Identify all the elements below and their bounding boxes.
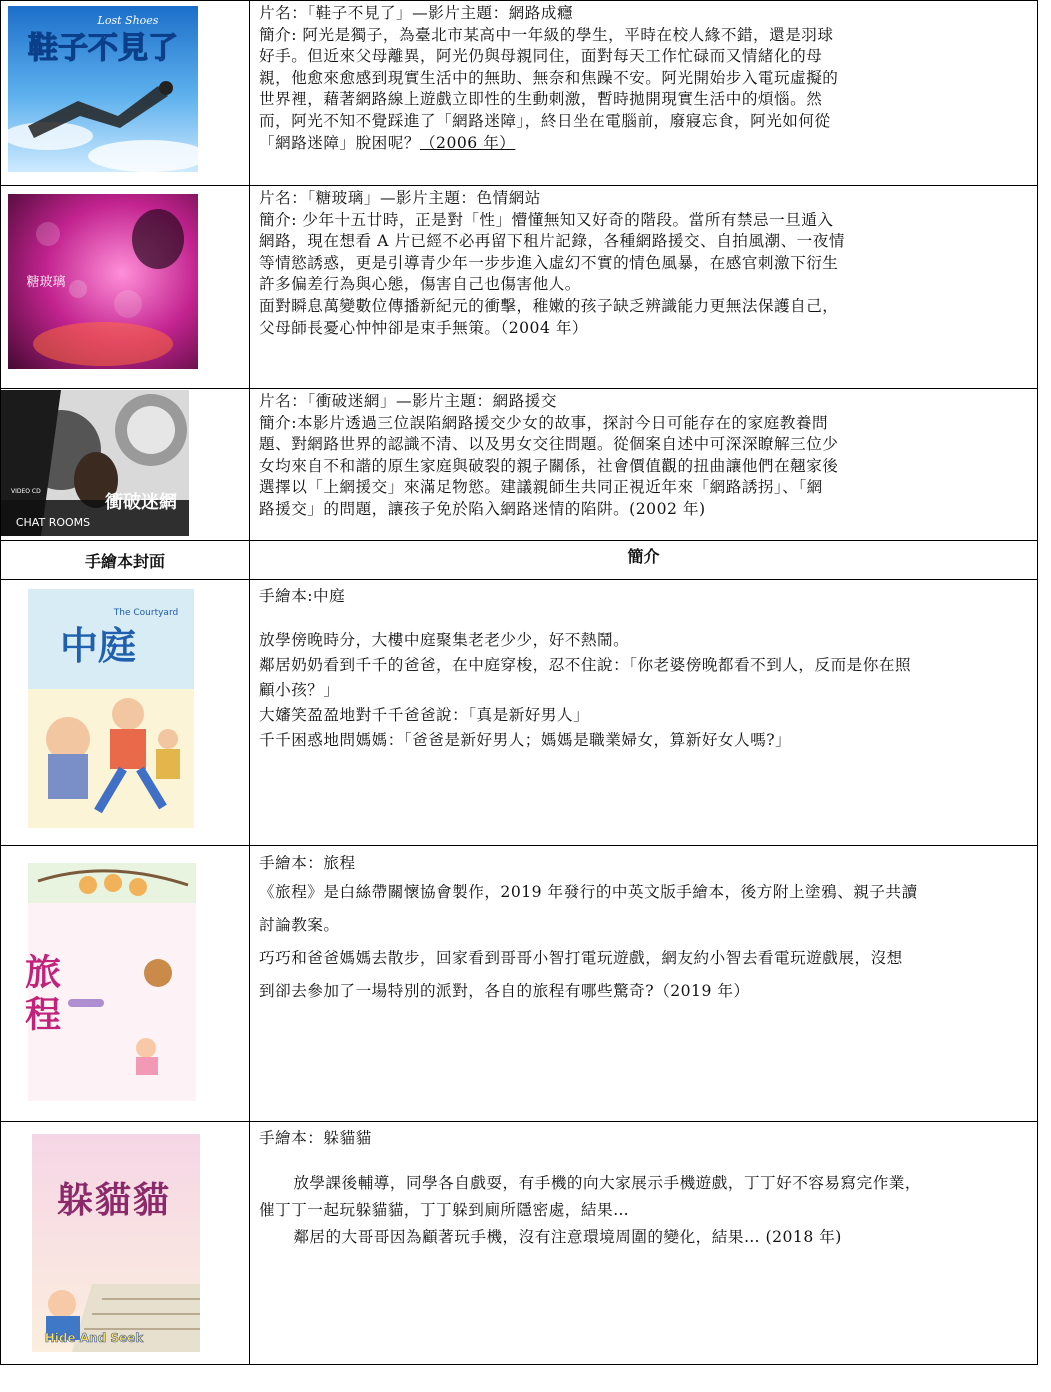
cover-image-chat-rooms [1,390,189,536]
film-intro-cell [250,1,1038,186]
cover-title: 躲貓貓 [56,1180,172,1221]
book-text-line: 放學傍晚時分，大樓中庭聚集老老少少，好不熱鬧。 [259,630,630,649]
book-intro-cell [250,846,1038,1122]
cover-subtitle: The Courtyard [113,608,179,618]
intro-line: 而，阿光不知不覺踩進了「網路迷障」，終日坐在電腦前，廢寢忘食，阿光如何從 [259,111,831,130]
film-cover-cell [1,1,250,186]
cover-tag: VIDEO CD [11,488,41,495]
cover-image-lost-shoes [8,6,198,172]
book-text-line: 催丁丁一起玩躲貓貓，丁丁躲到廁所隱密處，結果… [259,1200,630,1219]
book-text-line: 顧小孩？」 [259,680,340,699]
intro-line: 好手。但近來父母離異，阿光仍與母親同住，面對每天工作忙碌而又情緒化的母 [259,47,823,66]
table-row [1,389,1038,541]
book-cover-cell [1,846,250,1122]
film-cover-cell [1,389,250,541]
table-header-row [1,541,1038,580]
film-intro-cell [250,389,1038,541]
book-text-line: 大嬸笑盈盈地對千千爸爸說：「真是新好男人」 [259,705,590,724]
book-text-line: 《旅程》是白絲帶關懷協會製作，2019 年發行的中英文版手繪本，後方附上塗鴉、親子共讀 [259,883,918,901]
intro-line [259,133,1029,155]
cover-title: 糖玻璃 [26,275,66,290]
intro-line: 父母師長憂心忡忡卻是束手無策。（2004 年） [259,318,589,337]
book-text-line: 到卻去參加了一場特別的派對，各自的旅程有哪些驚奇?（2019 年） [259,982,750,1000]
film-year: （2006 年） [419,133,516,152]
table-row [1,1122,1038,1365]
book-text-line: 千千困惑地問媽媽：「爸爸是新好男人；媽媽是職業婦女，算新好女人嗎?」 [259,730,792,749]
intro-line: 路援交」的問題，讓孩子免於陷入網路迷情的陷阱。(2002 年) [259,499,706,518]
book-name-line: 手繪本:中庭 [259,587,346,605]
cover-subtitle: Hide And Seek [44,1331,144,1345]
table-row [1,186,1038,389]
film-title-line: 片名：「衝破迷網」—影片主題：網路援交 [259,392,557,410]
intro-line: 簡介:本影片透過三位誤陷網路援交少女的故事，探討今日可能存在的家庭教養問 [259,413,829,432]
book-intro-cell [250,1122,1038,1365]
cover-image-hide-and-seek [32,1134,200,1352]
cover-subtitle: Lost Shoes [97,14,159,27]
film-title-line: 片名：「糖玻璃」—影片主題：色情網站 [259,189,541,207]
intro-line: 簡介: 阿光是獨子，為臺北市某高中一年級的學生，平時在校人緣不錯，還是羽球 [259,25,834,44]
book-text-line: 巧巧和爸爸媽媽去散步，回家看到哥哥小智打電玩遊戲，網友約小智去看電玩遊戲展，沒想 [259,949,903,967]
blank-line [259,608,1029,628]
book-name-line: 手繪本：躲貓貓 [259,1129,372,1147]
table-row [1,846,1038,1122]
book-text-line: 討論教案。 [259,916,340,934]
intro-line: 許多偏差行為與心態，傷害自己也傷害他人。 [259,275,581,294]
film-title-line: 片名：「鞋子不見了」—影片主題：網路成癮 [259,4,574,22]
intro-line: 面對瞬息萬變數位傳播新紀元的衝擊，稚嫩的孩子缺乏辨識能力更無法保護自己， [259,296,839,315]
cover-title: 旅程 [19,953,61,1037]
cover-image-journey [19,863,196,1101]
book-cover-cell [1,580,250,846]
intro-line: 等情慾誘惑，更是引導青少年一步步進入虛幻不實的情色風暴，在感官刺激下衍生 [259,253,839,272]
cover-title: 鞋子不見了 [28,31,178,66]
intro-line: 選擇以「上網援交」來滿足物慾。建議親師生共同正視近年來「網路誘拐」、「網 [259,478,823,497]
intro-line: 女均來自不和諧的原生家庭與破裂的親子關係，社會價值觀的扭曲讓他們在翹家後 [259,456,839,475]
header-intro-label: 簡介 [250,541,1038,580]
book-cover-cell [1,1122,250,1365]
cover-image-the-courtyard [28,589,194,828]
book-text-line: 鄰居的大哥哥因為顧著玩手機，沒有注意環境周圍的變化，結果… (2018 年) [293,1227,842,1246]
film-intro-cell [250,186,1038,389]
intro-line: 簡介: 少年十五廿時，正是對「性」懵懂無知又好奇的階段。當所有禁忌一旦遁入 [259,210,834,229]
cover-title: 中庭 [59,624,137,668]
cover-title: 衝破迷網 [105,492,177,513]
intro-line: 題、對網路世界的認識不清、以及男女交往問題。從個案自述中可深深瞭解三位少 [259,435,839,454]
book-text-line: 鄰居奶奶看到千千的爸爸，在中庭穿梭，忍不住說：「你老婆傍晚都看不到人，反而是你在照 [259,655,912,674]
header-cover-label: 手繪本封面 [1,541,250,580]
intro-line: 世界裡，藉著網路線上遊戲立即性的生動刺激，暫時拋開現實生活中的煩惱。然 [259,90,823,109]
film-cover-cell [1,186,250,389]
blank-line [259,1150,1029,1170]
table-row [1,580,1038,846]
cover-subtitle: CHAT ROOMS [15,516,91,529]
intro-line: 網路，現在想看 A 片已經不必再留下租片記錄，各種網路援交、自拍風潮、一夜情 [259,232,845,251]
intro-line: 親，他愈來愈感到現實生活中的無助、無奈和焦躁不安。阿光開始步入電玩虛擬的 [259,68,839,87]
table-row [1,1,1038,186]
book-intro-cell [250,580,1038,846]
cover-image-sugar-glass [8,194,198,369]
intro-line-end: 「網路迷障」脫困呢？ [259,133,420,152]
book-text-line: 放學課後輔導，同學各自戲耍，有手機的向大家展示手機遊戲，丁丁好不容易寫完作業， [293,1173,921,1192]
book-name-line: 手繪本：旅程 [259,854,356,872]
